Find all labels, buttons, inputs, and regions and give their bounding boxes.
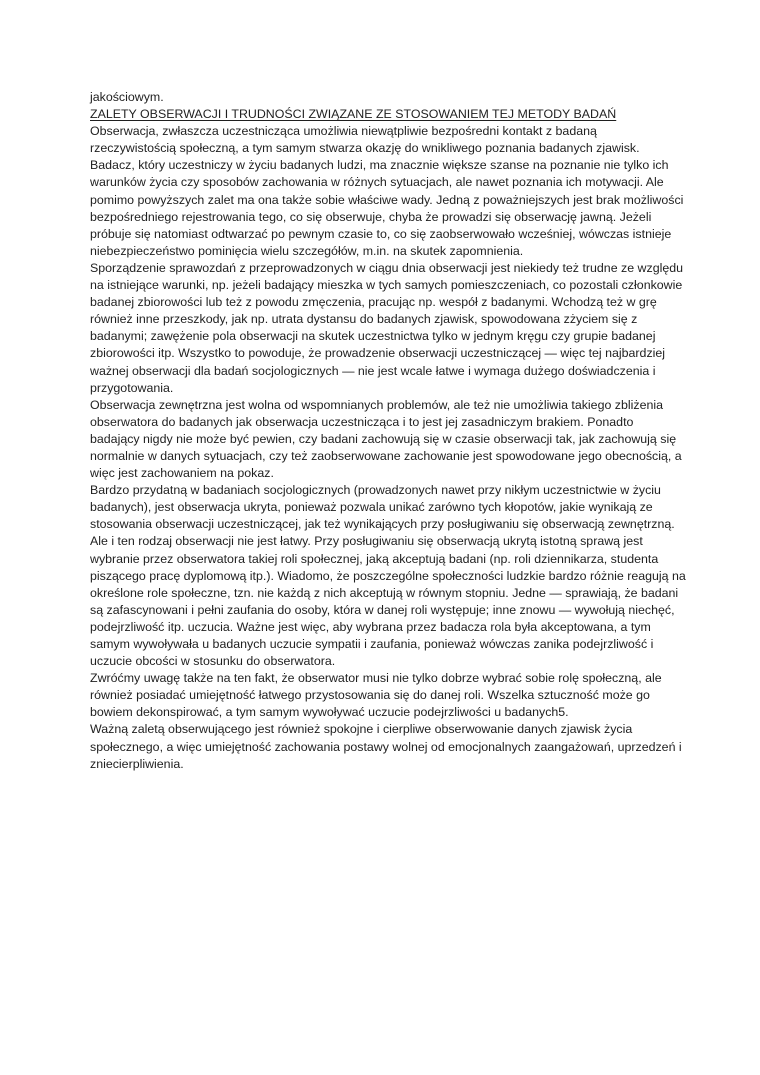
paragraph-advantages: Obserwacja, zwłaszcza uczestnicząca umożliwia niewątpliwie bezpośredni kontakt z badaną rzeczywistością społeczną, a tym samym stwarza okazję do wnikliwego poznania badanych zjawisk. Badacz, który uczestniczy w życiu badanych ludzi, ma znacznie większe szanse na poznanie nie tylko ich warunków życia czy sposobów zachowania w różnych sytuacjach, ale nawet poznania ich motywacji. Ale pomimo powyższych zalet ma ona także sobie właściwe wady. Jedną z poważniejszych jest brak możliwości bezpośredniego rejestrowania tego, co się obserwuje, chyba że prowadzi się obserwację jawną. Jeżeli próbuje się natomiast odtwarzać po pewnym czasie to, co się zaobserwowało wcześniej, wówczas istnieje niebezpieczeństwo pominięcia wielu szczegółów, m.in. na skutek zapomnienia.	[90, 124, 684, 258]
document-page	[90, 89, 686, 773]
section-heading: ZALETY OBSERWACJI I TRUDNOŚCI ZWIĄZANE ZE STOSOWANIEM TEJ METODY BADAŃ	[90, 107, 617, 122]
paragraph-hidden-observation: Bardzo przydatną w badaniach socjologicznych (prowadzonych nawet przy nikłym uczestnictwie w życiu badanych), jest obserwacja ukryta, ponieważ pozwala unikać zarówno tych kłopotów, jakie wynikają ze stosowania obserwacji uczestniczącej, jak też wynikających przy posługiwaniu się obserwacją zewnętrzną. Ale i ten rodzaj obserwacji nie jest łatwy. Przy posługiwaniu się obserwacją ukrytą istotną sprawą jest wybranie przez obserwatora takiej roli społecznej, jaką akceptują badani (np. roli dziennikarza, studenta piszącego pracę dyplomową itp.). Wiadomo, że poszczególne społeczności ludzkie bardzo różnie reagują na określone role społeczne, tzn. nie każdą z nich akceptują w równym stopniu. Jedne — sprawiają, że badani są zafascynowani i pełni zaufania do osoby, która w danej roli występuje; inne znowu — wywołują niechęć, podejrzliwość itp. uczucia. Ważne jest więc, aby wybrana przez badacza rola była akceptowana, a tym samym wywoływała u badanych uczucie sympatii i zaufania, ponieważ wówczas zanika podejrzliwość i uczucie obcości w stosunku do obserwatora.	[90, 483, 686, 669]
paragraph-role-adaptation: Zwróćmy uwagę także na ten fakt, że obserwator musi nie tylko dobrze wybrać sobie rolę społeczną, ale również posiadać umiejętność łatwego przystosowania się do danej roli. Wszelka sztuczność może go bowiem dekonspirować, a tym samym wywoływać uczucie podejrzliwości u badanych5.	[90, 671, 662, 720]
paragraph-external-observation: Obserwacja zewnętrzna jest wolna od wspomnianych problemów, ale też nie umożliwia takiego zbliżenia obserwatora do badanych jak obserwacja uczestnicząca i to jest jej zasadniczym brakiem. Ponadto badający nigdy nie może być pewien, czy badani zachowują się w czasie obserwacji tak, jak zachowują się normalnie w danych sytuacjach, czy też zaobserwowane zachowanie jest spowodowane jego obecnością, a więc jest zachowaniem na pokaz.	[90, 397, 682, 481]
paragraph-reporting-difficulties: Sporządzenie sprawozdań z przeprowadzonych w ciągu dnia obserwacji jest niekiedy też trudne ze względu na istniejące warunki, np. jeżeli badający mieszka w tych samych pomieszczeniach, co pozostali członkowie badanej zbiorowości lub też z powodu zmęczenia, pracując np. wespół z badanymi. Wchodzą też w grę również inne przeszkody, jak np. utrata dystansu do badanych zjawisk, spowodowana zżyciem się z badanymi; zawężenie pola obserwacji na skutek uczestnictwa tylko w jednym kręgu czy grupie badanej zbiorowości itp. Wszystko to powoduje, że prowadzenie obserwacji uczestniczącej — więc tej najbardziej ważnej obserwacji dla badań socjologicznych — nie jest wcale łatwe i wymaga dużego doświadczenia i przygotowania.	[90, 260, 684, 395]
intro-fragment: jakościowym.	[90, 90, 164, 104]
paragraph-patience: Ważną zaletą obserwującego jest również spokojne i cierpliwe obserwowanie danych zjawisk życia społecznego, a więc umiejętność zachowania postawy wolnej od emocjonalnych zaangażowań, uprzedzeń i zniecierpliwienia.	[90, 722, 682, 771]
